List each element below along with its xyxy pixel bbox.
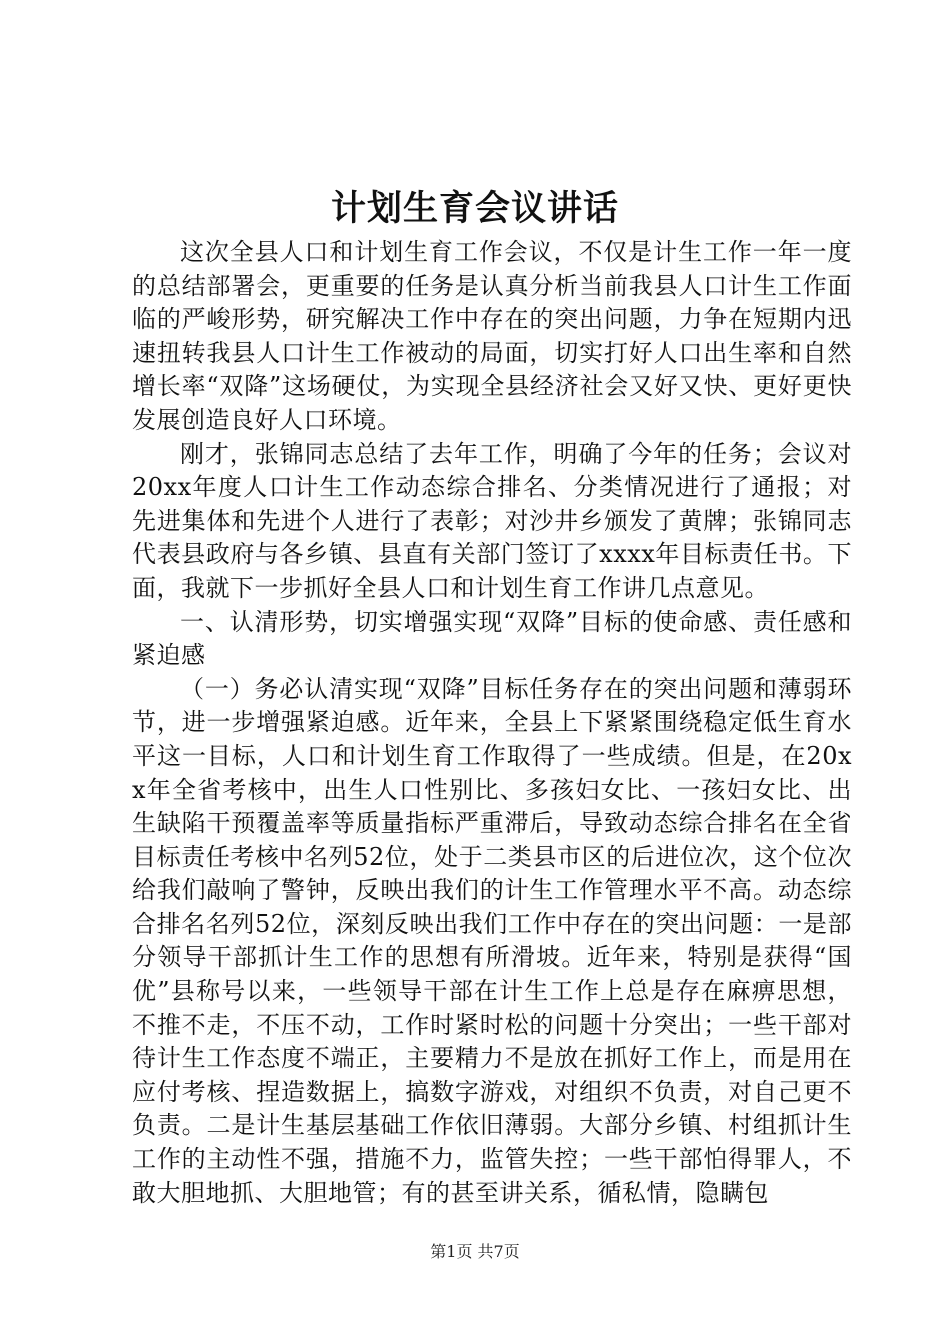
section-heading-1: 一、认清形势，切实增强实现“双降”目标的使命感、责任感和紧迫感 [132,607,852,670]
page-number-footer: 第1页 共7页 [430,1242,520,1261]
document-title: 计划生育会议讲话 [330,188,619,229]
document-body [132,236,852,1210]
paragraph-summary: 刚才，张锦同志总结了去年工作，明确了今年的任务；会议对20xx年度人口计生工作动态综合排名、分类情况进行了通报；对先进集体和先进个人进行了表彰；对沙井乡颁发了黄牌；张锦同志代表县政府与各乡镇、县直有关部门签订了xxxx年目标责任书。下面，我就下一步抓好全县人口和计划生育工作讲几点意见。 [132,439,852,602]
paragraph-intro: 这次全县人口和计划生育工作会议，不仅是计生工作一年一度的总结部署会，更重要的任务是认真分析当前我县人口计生工作面临的严峻形势，研究解决工作中存在的突出问题，力争在短期内迅速扭转我县人口计生工作被动的局面，切实打好人口出生率和自然增长率“双降”这场硬仗，为实现全县经济社会又好又快、更好更快发展创造良好人口环境。 [132,238,852,434]
paragraph-subsection-1: （一）务必认清实现“双降”目标任务存在的突出问题和薄弱环节，进一步增强紧迫感。近年来，全县上下紧紧围绕稳定低生育水平这一目标，人口和计划生育工作取得了一些成绩。但是，在20xx年全省考核中，出生人口性别比、多孩妇女比、一孩妇女比、出生缺陷干预覆盖率等质量指标严重滞后，导致动态综合排名在全省目标责任考核中名列52位，处于二类县市区的后进位次，这个位次给我们敲响了警钟，反映出我们的计生工作管理水平不高。动态综合排名名列52位，深刻反映出我们工作中存在的突出问题：一是部分领导干部抓计生工作的思想有所滑坡。近年来，特别是获得“国优”县称号以来，一些领导干部在计生工作上总是存在麻痹思想，不推不走，不压不动，工作时紧时松的问题十分突出；一些干部对待计生工作态度不端正，主要精力不是放在抓好工作上，而是用在应付考核、捏造数据上，搞数字游戏，对组织不负责，对自己更不负责。二是计生基层基础工作依旧薄弱。大部分乡镇、村组抓计生工作的主动性不强，措施不力，监管失控；一些干部怕得罪人，不敢大胆地抓、大胆地管；有的甚至讲关系，循私情，隐瞒包 [132,674,852,1207]
